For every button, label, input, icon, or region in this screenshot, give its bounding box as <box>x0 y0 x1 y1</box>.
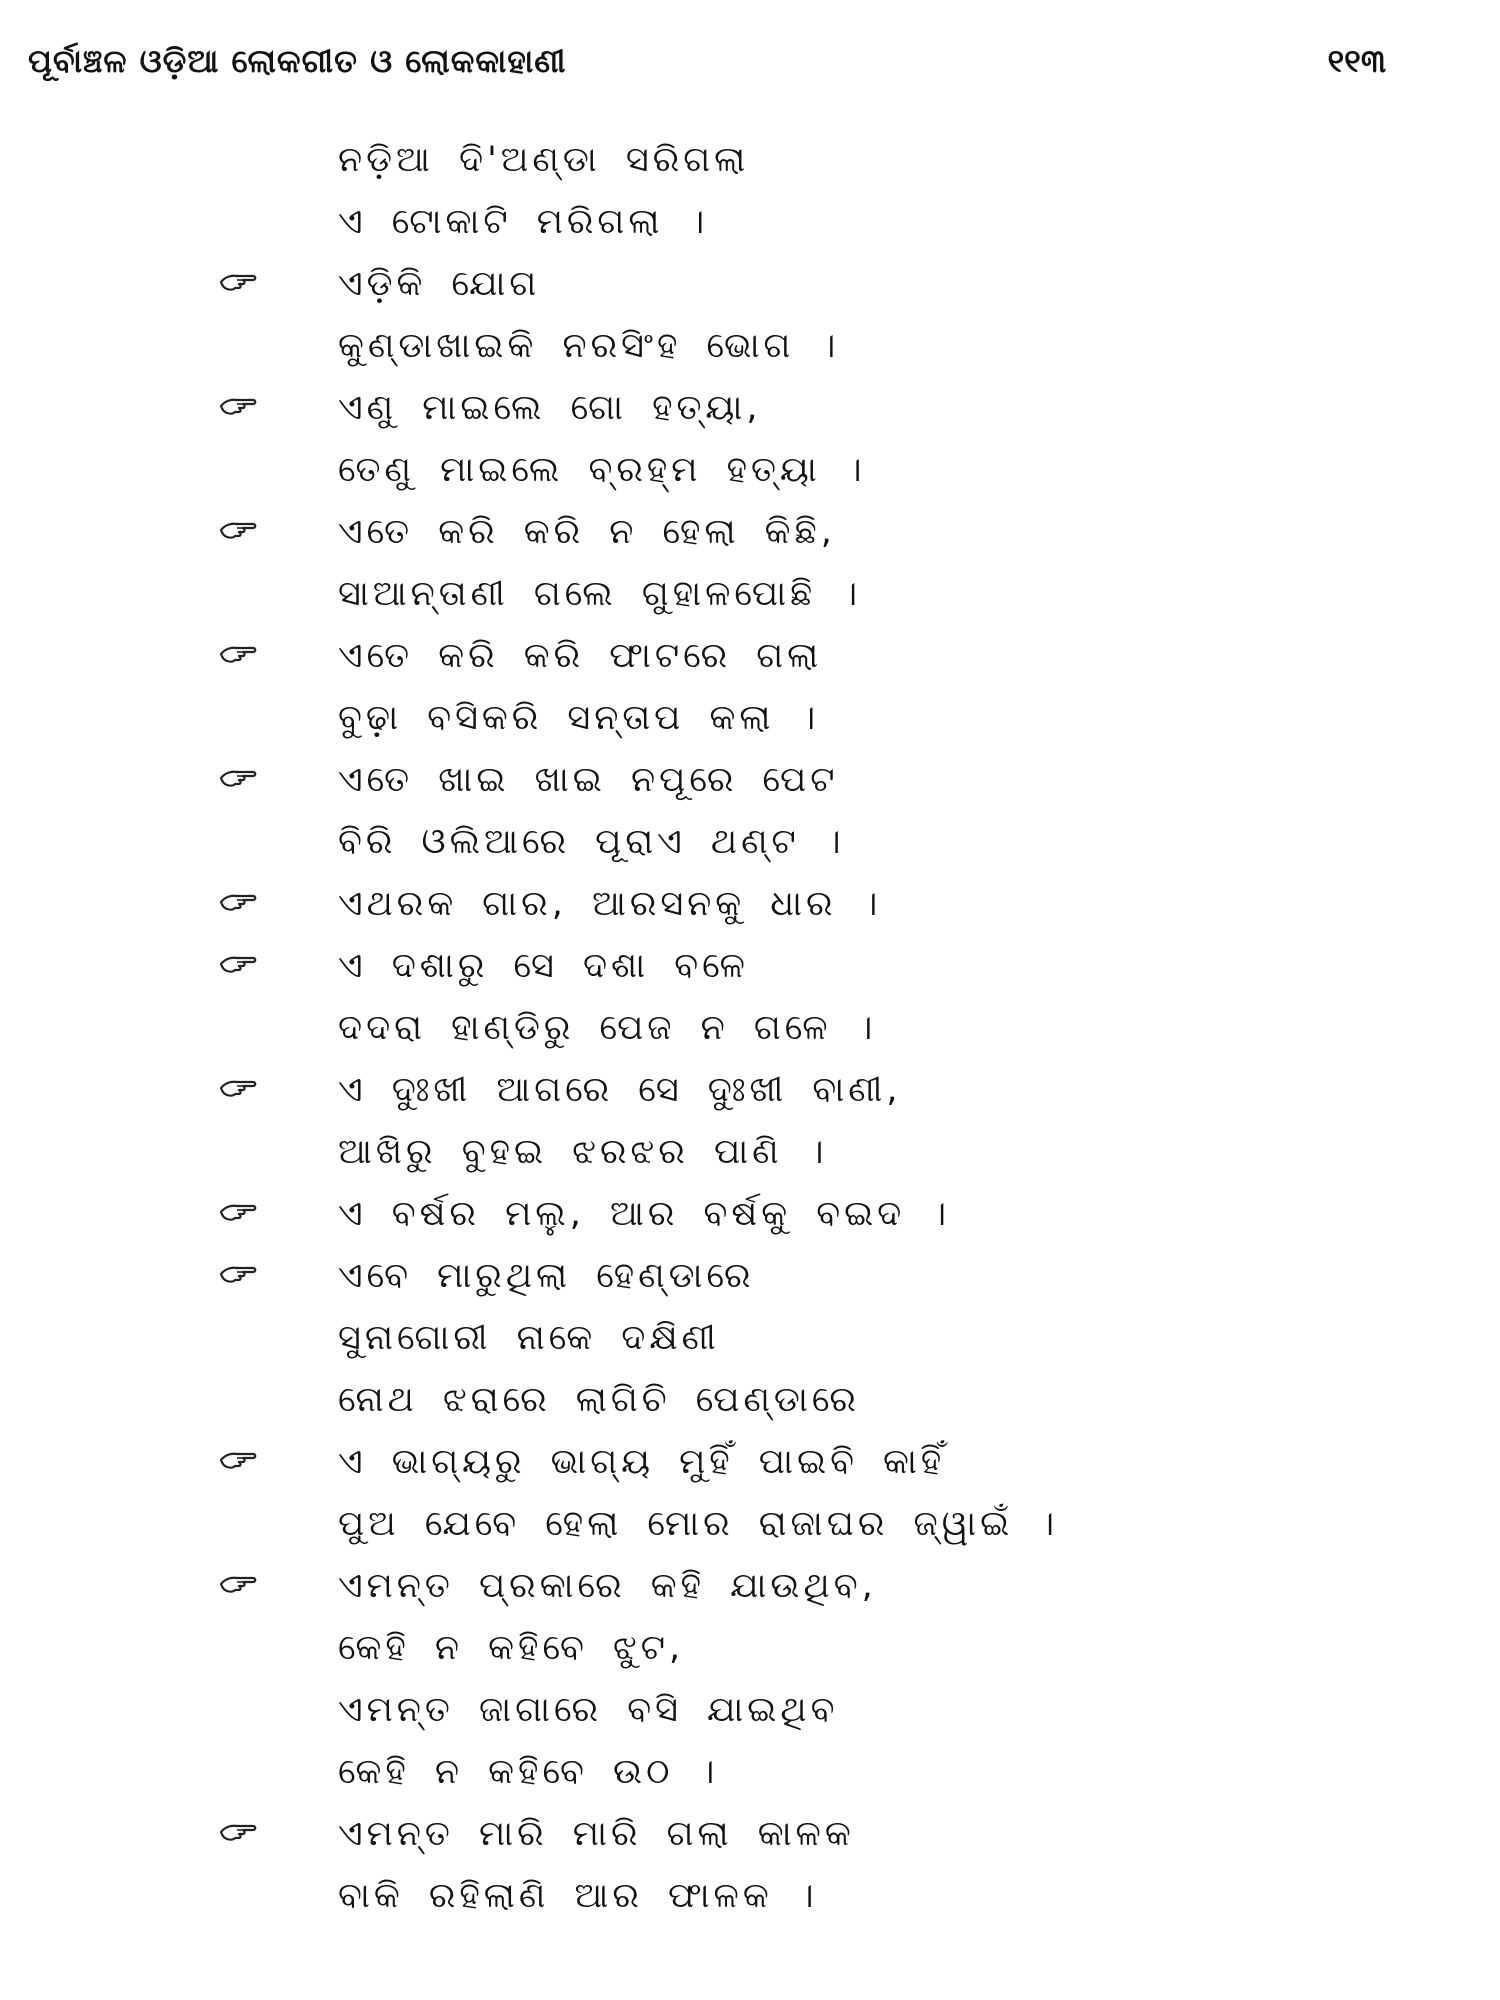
verse-line <box>0 1688 1500 1750</box>
pointing-hand-icon <box>218 641 258 667</box>
verse-line <box>0 510 1500 572</box>
verse-line <box>0 1626 1500 1688</box>
verse-text: ବାକି ରହିଲାଣି ଆର ଫାଳକ । <box>338 1876 818 1916</box>
verse-line <box>0 1378 1500 1440</box>
verse-line <box>0 1130 1500 1192</box>
verse-line <box>0 262 1500 324</box>
pointing-hand-icon <box>218 1447 258 1473</box>
verse-text: ଏମନ୍ତ ପ୍ରକାରେ କହି ଯାଉଥିବ, <box>338 1566 877 1606</box>
pointing-hand-icon <box>218 269 258 295</box>
verse-line <box>0 1192 1500 1254</box>
verse-text: କୁଣ୍ଡାଖାଇକି ନରସିଂହ ଭୋଗ । <box>338 326 840 366</box>
pointing-hand-icon <box>218 1571 258 1597</box>
verse-line <box>0 1874 1500 1936</box>
verse-line <box>0 1502 1500 1564</box>
pointing-hand-icon <box>218 889 258 915</box>
pointing-hand-icon <box>218 1075 258 1101</box>
verse-line <box>0 1440 1500 1502</box>
verse-line <box>0 1812 1500 1874</box>
verse-line <box>0 944 1500 1006</box>
verse-line <box>0 1564 1500 1626</box>
verse-text: ତେଣୁ ମାଇଲେ ବ୍ରହ୍ମ ହତ୍ୟା । <box>338 450 866 490</box>
page-number: ୧୧୩ <box>1327 42 1386 80</box>
verse-list <box>0 138 1500 1936</box>
verse-line <box>0 1006 1500 1068</box>
verse-text: ଏ ଦଶାରୁ ସେ ଦଶା ବଳେ <box>338 946 749 986</box>
verse-line <box>0 882 1500 944</box>
verse-text: ପୁଅ ଯେବେ ହେଲା ମୋର ରାଜାଘର ଜ୍ୱାଇଁ । <box>338 1504 1059 1544</box>
verse-line <box>0 386 1500 448</box>
verse-text: ସୁନାଗୋରୀ ନାକେ ଦକ୍ଷିଣୀ <box>338 1318 720 1358</box>
verse-text: ଏଥରକ ଗାର, ଆରସନକୁ ଧାର । <box>338 884 882 924</box>
pointing-hand-icon <box>218 393 258 419</box>
verse-line <box>0 1316 1500 1378</box>
verse-text: ଏତେ କରି କରି ଫାଟରେ ଗଲା <box>338 636 823 676</box>
pointing-hand-icon <box>218 951 258 977</box>
verse-text: ଏତେ କରି କରି ନ ହେଲା କିଛି, <box>338 512 836 552</box>
verse-line <box>0 572 1500 634</box>
verse-line <box>0 758 1500 820</box>
book-title: ପୂର୍ବାଞ୍ଚଳ ଓଡ଼ିଆ ଲୋକଗୀତ ଓ ଲୋକକାହାଣୀ <box>28 42 567 80</box>
verse-text: ଏମନ୍ତ ମାରି ମାରି ଗଲା କାଳକ <box>338 1814 855 1854</box>
verse-text: ନଡ଼ିଆ ଦି'ଅଣ୍ଡା ସରିଗଲା <box>338 140 750 180</box>
verse-line <box>0 324 1500 386</box>
verse-line <box>0 1068 1500 1130</box>
verse-text: ଏ ଭାଗ୍ୟରୁ ଭାଗ୍ୟ ମୁହିଁ ପାଇବି କାହିଁ <box>338 1442 946 1482</box>
verse-text: ଏବେ ମାରୁଥିଲା ହେଣ୍ଡାରେ <box>338 1256 755 1296</box>
verse-text: ଆଖିରୁ ବୁହଇ ଝରଝର ପାଣି । <box>338 1132 828 1172</box>
verse-text: ସାଆନ୍ତାଣୀ ଗଲେ ଗୁହାଳପୋଛି । <box>338 574 862 614</box>
verse-text: ଏଡ଼ିକି ଯୋଗ <box>338 264 541 304</box>
verse-text: ଏଣୁ ମାଇଲେ ଗୋ ହତ୍ୟା, <box>338 388 762 428</box>
verse-text: ଏ ଦୁଃଖୀ ଆଗରେ ସେ ଦୁଃଖୀ ବାଣୀ, <box>338 1070 902 1110</box>
verse-line <box>0 696 1500 758</box>
verse-line <box>0 634 1500 696</box>
verse-text: ଏ ବର୍ଷର ମଲୁ, ଆର ବର୍ଷକୁ ବଇଦ । <box>338 1194 951 1234</box>
verse-line <box>0 1254 1500 1316</box>
verse-text: ଏତେ ଖାଇ ଖାଇ ନପୂରେ ପେଟ <box>338 760 839 800</box>
verse-line <box>0 200 1500 262</box>
verse-text: ବୁଢ଼ା ବସିକରି ସନ୍ତାପ କଲା । <box>338 698 820 738</box>
pointing-hand-icon <box>218 1819 258 1845</box>
pointing-hand-icon <box>218 765 258 791</box>
verse-line <box>0 820 1500 882</box>
verse-text: ଏମନ୍ତ ଜାଗାରେ ବସି ଯାଇଥିବ <box>338 1690 839 1730</box>
verse-text: କେହି ନ କହିବେ ଝୁଟ, <box>338 1628 685 1668</box>
verse-text: ବିରି ଓଲିଆରେ ପୂରାଏ ଥଣ୍ଟ । <box>338 822 845 862</box>
pointing-hand-icon <box>218 1199 258 1225</box>
verse-line <box>0 448 1500 510</box>
verse-text: ଦଦରା ହାଣ୍ଡିରୁ ପେଜ ନ ଗଳେ । <box>338 1008 877 1048</box>
verse-text: କେହି ନ କହିବେ ଉଠ । <box>338 1752 719 1792</box>
pointing-hand-icon <box>218 1261 258 1287</box>
verse-text: ନୋଥ ଝରାରେ ଲାଗିଚି ପେଣ୍ଡାରେ <box>338 1380 860 1420</box>
pointing-hand-icon <box>218 517 258 543</box>
verse-line <box>0 1750 1500 1812</box>
verse-line <box>0 138 1500 200</box>
running-head <box>28 42 1448 92</box>
verse-text: ଏ ଟୋକାଟି ମରିଗଲା । <box>338 202 709 242</box>
